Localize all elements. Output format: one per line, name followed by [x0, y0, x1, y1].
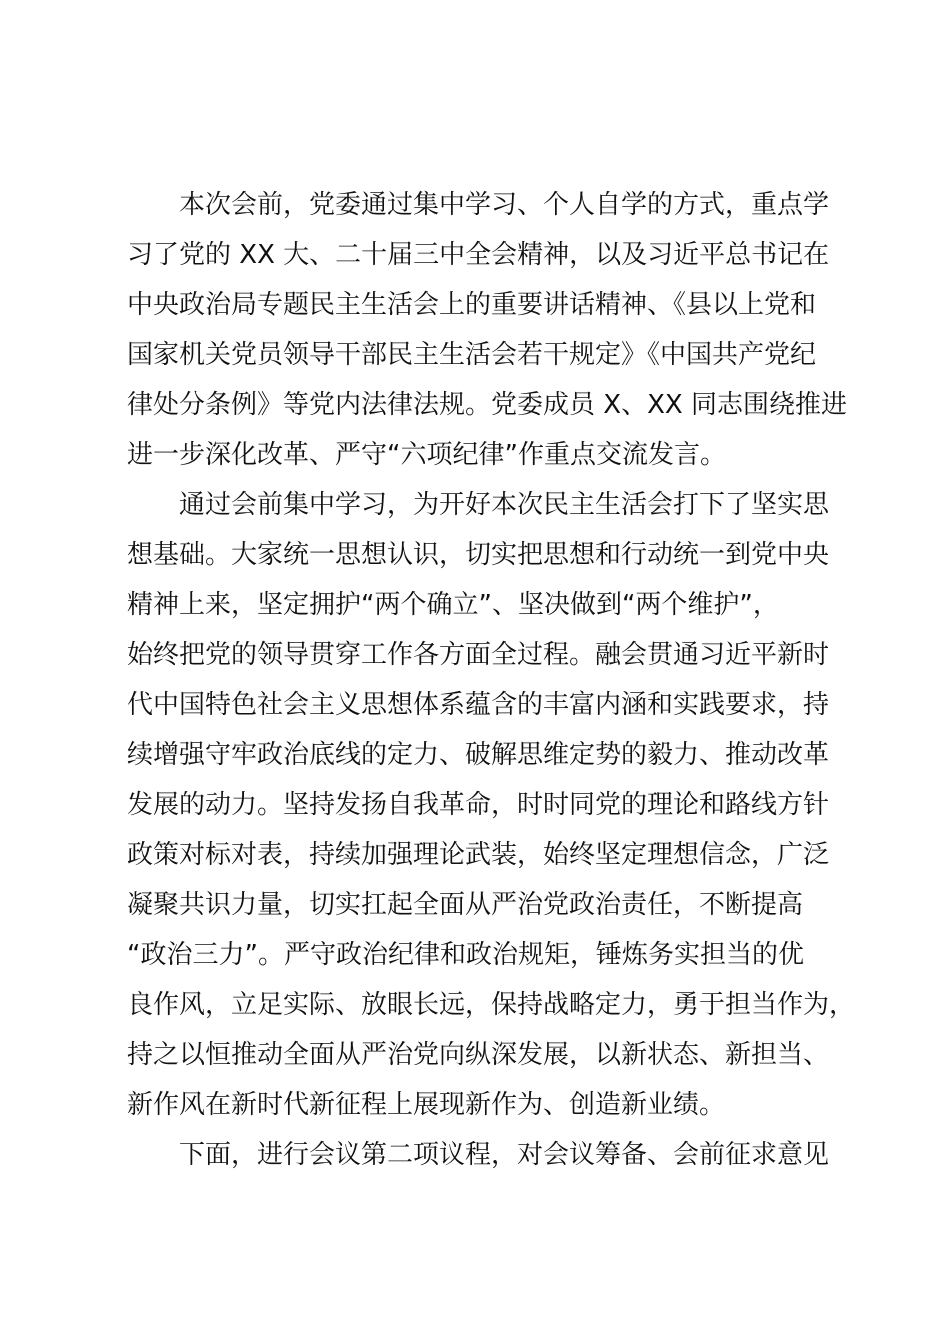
document-body — [127, 180, 856, 1180]
text-line: 律处分条例》等党内法律法规。党委成员 X、XX 同志围绕推进 — [127, 390, 847, 420]
text-line: 下面，进行会议第二项议程，对会议筹备、会前征求意见 — [179, 1140, 830, 1170]
text-line: 凝聚共识力量，切实扛起全面从严治党政治责任，不断提高 — [127, 890, 804, 920]
text-line: 持之以恒推动全面从严治党向纵深发展，以新状态、新担当、 — [127, 1040, 830, 1070]
paragraph-1 — [127, 180, 847, 480]
text-line: 代中国特色社会主义思想体系蕴含的丰富内涵和实践要求，持 — [127, 690, 830, 720]
text-line: 续增强守牢政治底线的定力、破解思维定势的毅力、推动改革 — [127, 740, 830, 770]
text-line: 政策对标对表，持续加强理论武装，始终坚定理想信念，广泛 — [127, 840, 830, 870]
text-line: 始终把党的领导贯穿工作各方面全过程。融会贯通习近平新时 — [127, 640, 830, 670]
text-line: 良作风，立足实际、放眼长远，保持战略定力，勇于担当作为， — [127, 990, 856, 1020]
text-line: 习了党的 XX 大、二十届三中全会精神，以及习近平总书记在 — [127, 240, 830, 270]
text-line: 进一步深化改革、严守“六项纪律”作重点交流发言。 — [127, 440, 726, 470]
text-line: 国家机关党员领导干部民主生活会若干规定》《中国共产党纪 — [127, 340, 817, 370]
text-line: 中央政治局专题民主生活会上的重要讲话精神、《县以上党和 — [127, 290, 817, 320]
text-line: 精神上来，坚定拥护“两个确立”、坚决做到“两个维护”， — [127, 590, 779, 620]
paragraph-3 — [127, 1130, 833, 1180]
text-line: 新作风在新时代新征程上展现新作为、创造新业绩。 — [127, 1090, 726, 1120]
paragraph-2 — [127, 480, 856, 1130]
text-line: 本次会前，党委通过集中学习、个人自学的方式，重点学 — [179, 190, 830, 220]
text-line: 发展的动力。坚持发扬自我革命，时时同党的理论和路线方针 — [127, 790, 830, 820]
text-line: 通过会前集中学习，为开好本次民主生活会打下了坚实思 — [179, 490, 830, 520]
text-line: 想基础。大家统一思想认识，切实把思想和行动统一到党中央 — [127, 540, 830, 570]
text-line: “政治三力”。严守政治纪律和政治规矩，锤炼务实担当的优 — [127, 940, 804, 970]
